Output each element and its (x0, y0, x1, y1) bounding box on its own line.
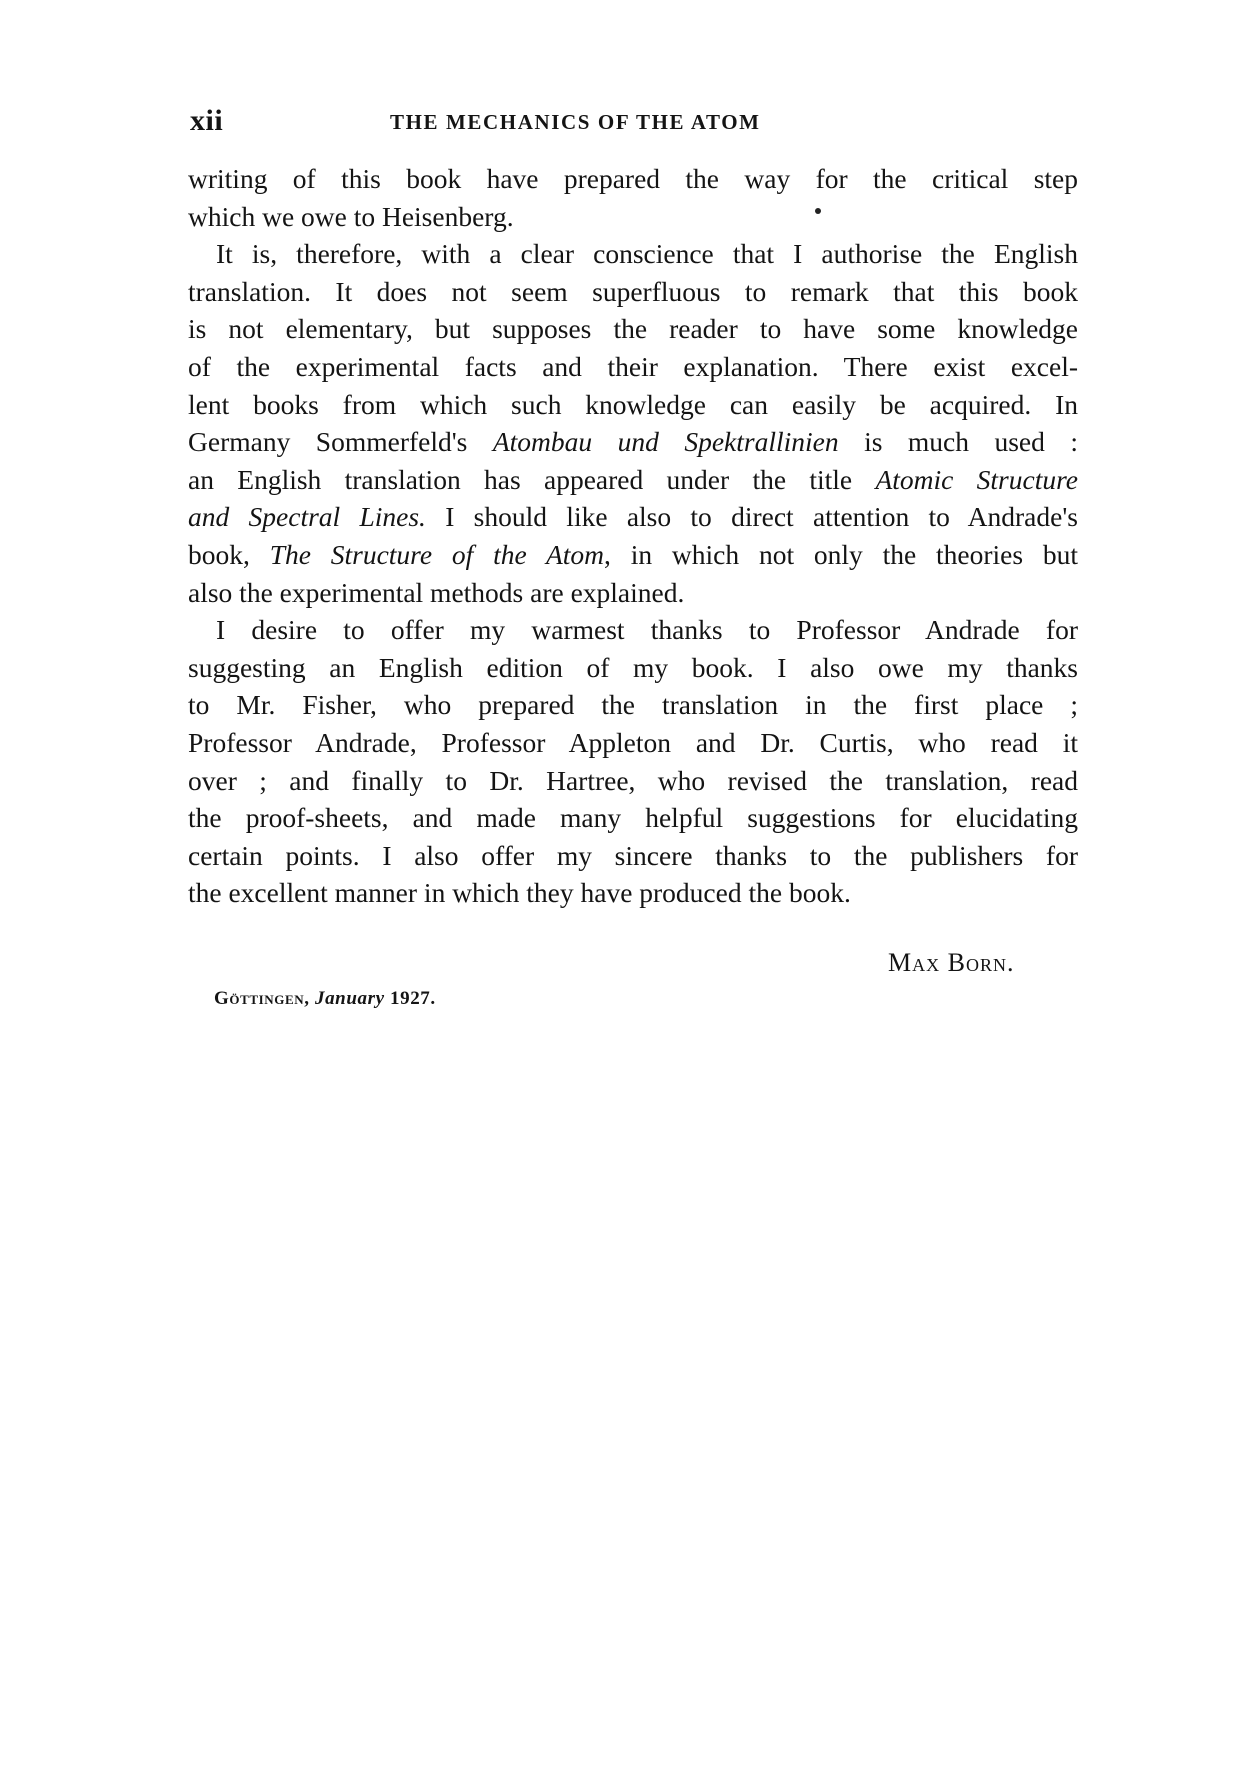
dateline (214, 988, 436, 1010)
text-line: suggesting an English edition of my book. I also owe my thanks (188, 651, 1078, 683)
body-text (188, 160, 1078, 912)
text-line: lent books from which such knowledge can easily be acquired. In (188, 388, 1078, 420)
book-title-atombau: Atombau und Spektrallinien (492, 426, 839, 458)
paragraph-3 (188, 611, 1078, 912)
text-fragment: I should like also to direct attention to Andrade's (425, 501, 1078, 533)
text-line: also the experimental methods are explained. (188, 576, 685, 608)
book-title-structure-of-atom: The Structure of the Atom (269, 538, 605, 570)
text-line: It is, therefore, with a clear conscience that I authorise the English (216, 238, 1078, 270)
page-number: xii (190, 104, 224, 137)
running-title: THE MECHANICS OF THE ATOM (390, 110, 761, 134)
dateline-month: January (314, 988, 385, 1009)
text-line: translation. It does not seem superfluous to remark that this book (188, 275, 1078, 307)
text-line: Professor Andrade, Professor Appleton and Dr. Curtis, who read it (188, 726, 1078, 758)
text-line-spectral-lines (188, 498, 1078, 536)
book-title-atomic-structure: Atomic Structure (875, 463, 1078, 495)
paragraph-2 (188, 235, 1078, 611)
dateline-place: Göttingen, (214, 988, 310, 1009)
text-line: of the experimental facts and their explanation. There exist excel- (188, 350, 1078, 382)
text-fragment: an English translation has appeared under the title (188, 463, 876, 495)
dateline-year: 1927. (390, 988, 436, 1009)
text-fragment: , in which not only the theories but (604, 538, 1078, 570)
running-head (190, 104, 1070, 144)
author-signature: Max Born. (888, 948, 1015, 977)
text-fragment: is much used : (838, 426, 1078, 458)
text-line-atomic-structure (188, 461, 1078, 499)
text-line: over ; and finally to Dr. Hartree, who revised the translation, read (188, 764, 1078, 796)
text-line: certain points. I also offer my sincere thanks to the publishers for (188, 839, 1078, 871)
text-line: which we owe to Heisenberg. (188, 200, 514, 232)
paragraph-1 (188, 160, 1078, 235)
text-line-structure-of-atom (188, 536, 1078, 574)
text-line-atombau (188, 423, 1078, 461)
text-line: the proof-sheets, and made many helpful suggestions for elucidating (188, 802, 1078, 834)
text-line: the excellent manner in which they have produced the book. (188, 877, 851, 909)
text-fragment: book, (188, 538, 270, 570)
text-line: is not elementary, but supposes the reader to have some knowledge (188, 313, 1078, 345)
text-line: to Mr. Fisher, who prepared the translation in the first place ; (188, 689, 1078, 721)
text-fragment: Germany Sommerfeld's (188, 426, 493, 458)
text-line: writing of this book have prepared the way for the critical step (188, 163, 1078, 194)
text-line: I desire to offer my warmest thanks to Professor Andrade for (216, 614, 1078, 646)
book-title-spectral-lines: and Spectral Lines. (188, 501, 426, 533)
